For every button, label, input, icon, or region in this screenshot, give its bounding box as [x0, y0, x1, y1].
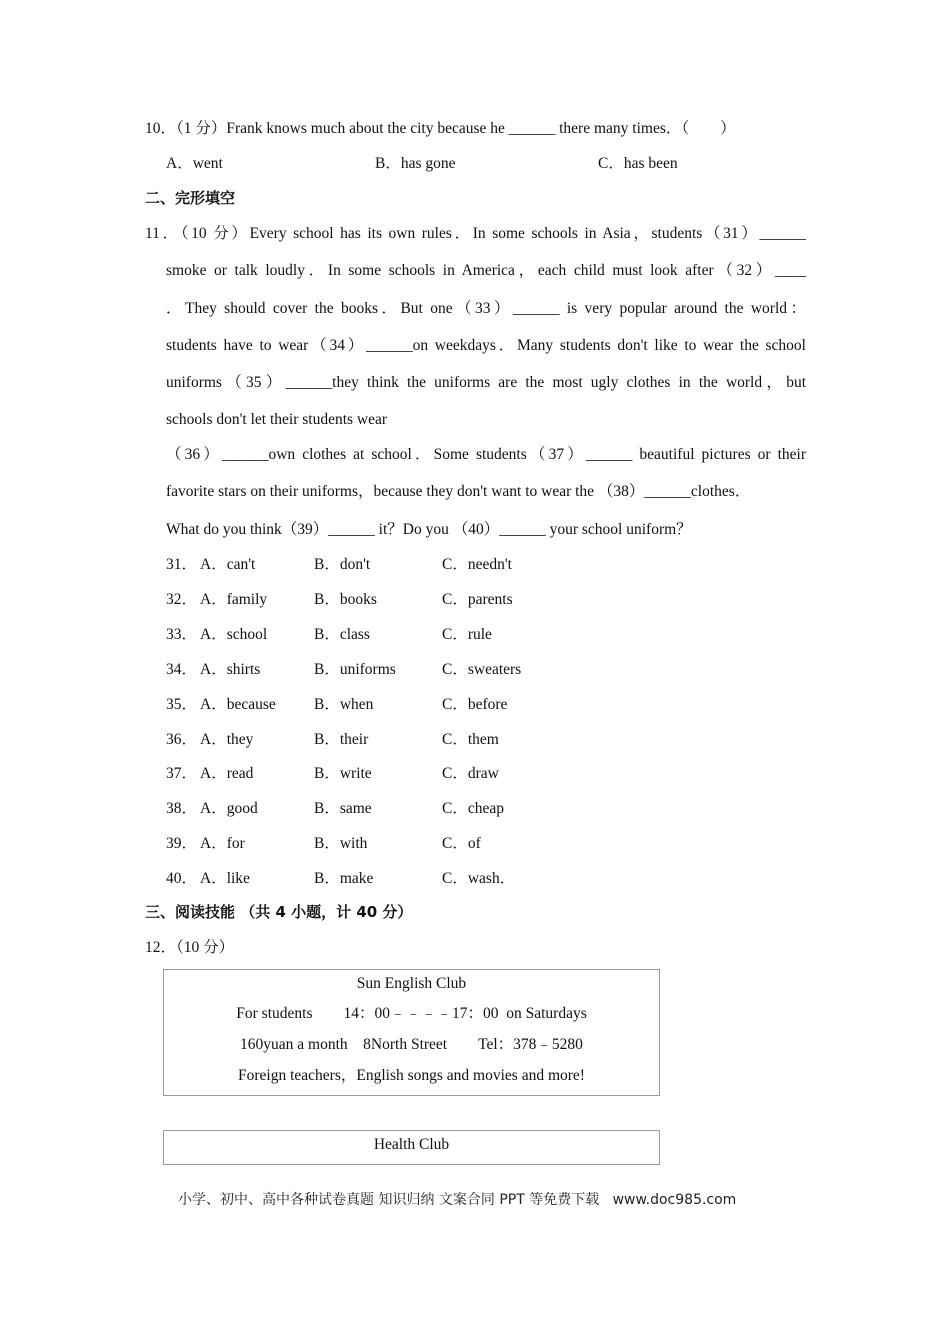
- choice-option-a: A．shirts: [200, 661, 261, 678]
- section-2-heading: 二、完形填空: [145, 189, 236, 207]
- choice-number: 35．: [166, 696, 198, 713]
- health-club-box: [163, 1130, 660, 1165]
- club-price-address-phone: 160yuan a month 8North Street Tel：378﹣5280: [240, 1036, 583, 1053]
- choice-number: 34．: [166, 661, 198, 678]
- question-11-line-6: schools don't let their students wear: [166, 411, 388, 428]
- choice-option-a: A．can't: [200, 556, 256, 573]
- choice-option-a: A．they: [200, 731, 254, 748]
- club-name: Health Club: [373, 1136, 450, 1153]
- choice-option-b: B．their: [314, 731, 369, 748]
- choice-number: 37．: [166, 765, 198, 782]
- choice-option-a: A．good: [200, 800, 258, 817]
- choice-option-a: A．read: [200, 765, 254, 782]
- page-footer: 小学、初中、高中各种试卷真题 知识归纳 文案合同 PPT 等免费下载 www.doc985.com: [178, 1192, 737, 1208]
- choice-option-a: A．like: [200, 870, 250, 887]
- choice-option-b: B．books: [314, 591, 377, 608]
- choice-number: 33．: [166, 626, 198, 643]
- choice-option-c: C．of: [442, 835, 481, 852]
- choice-option-c: C．cheap: [442, 800, 504, 817]
- choice-number: 32．: [166, 591, 198, 608]
- choice-option-b: B．uniforms: [314, 661, 396, 678]
- question-11-line-8: favorite stars on their uniforms，because they don't want to wear the （38）______clothes．: [166, 483, 751, 500]
- choice-option-c: C．sweaters: [442, 661, 522, 678]
- choice-option-a: A．because: [200, 696, 276, 713]
- question-12-stem: 12．（10 分）: [145, 939, 235, 956]
- choice-option-a: A．for: [200, 835, 245, 852]
- choice-option-b: B．make: [314, 870, 374, 887]
- choice-option-c: C．before: [442, 696, 508, 713]
- choice-option-b: B．write: [314, 765, 372, 782]
- choice-option-b: B．don't: [314, 556, 371, 573]
- section-3-heading: 三、阅读技能 （共 4 小题，计 40 分）: [145, 903, 413, 921]
- choice-option-a: A．family: [200, 591, 268, 608]
- question-10-option-b: B．has gone: [375, 155, 456, 172]
- sun-english-club-box: [163, 969, 660, 1096]
- choice-option-b: B．class: [314, 626, 370, 643]
- choice-option-a: A．school: [200, 626, 268, 643]
- club-schedule: For students 14：00﹣﹣﹣﹣17：00 on Saturdays: [236, 1005, 587, 1022]
- choice-number: 40．: [166, 870, 198, 887]
- choice-number: 31．: [166, 556, 198, 573]
- question-10-stem: 10．（1 分）Frank knows much about the city because he ______ there many times．（ ）: [145, 120, 736, 137]
- choice-number: 36．: [166, 731, 198, 748]
- question-11-line-4: students have to wear（34）______on weekdays．Many students don't like to wear the school: [166, 337, 806, 354]
- question-10-option-a: A．went: [166, 155, 223, 172]
- choice-number: 39．: [166, 835, 198, 852]
- choice-option-c: C．them: [442, 731, 499, 748]
- choice-option-b: B．with: [314, 835, 368, 852]
- choice-option-b: B．same: [314, 800, 372, 817]
- question-10-option-c: C．has been: [598, 155, 678, 172]
- question-11-line-2: smoke or talk loudly．In some schools in America，each child must look after（32）____: [166, 262, 806, 279]
- choice-number: 38．: [166, 800, 198, 817]
- club-name: Sun English Club: [356, 975, 467, 992]
- question-11-line-5: uniforms（35）______they think the uniforms are the most ugly clothes in the world，but: [166, 374, 806, 391]
- question-11-line-7: （36）______own clothes at school．Some students（37）______ beautiful pictures or their: [166, 446, 806, 463]
- choice-option-c: C．wash．: [442, 870, 516, 887]
- club-features: Foreign teachers，English songs and movies and more!: [238, 1067, 585, 1084]
- choice-option-c: C．rule: [442, 626, 492, 643]
- question-11-line-9: What do you think（39）______ it？Do you （40）______ your school uniform？: [166, 521, 692, 538]
- choice-option-c: C．draw: [442, 765, 499, 782]
- question-11-line-3: ．They should cover the books．But one（33）______ is very popular around the world：: [166, 300, 806, 317]
- choice-option-c: C．parents: [442, 591, 513, 608]
- question-11-line-1: 11．（10 分）Every school has its own rules．In some schools in Asia，students（31）______: [145, 225, 806, 242]
- choice-option-c: C．needn't: [442, 556, 512, 573]
- choice-option-b: B．when: [314, 696, 374, 713]
